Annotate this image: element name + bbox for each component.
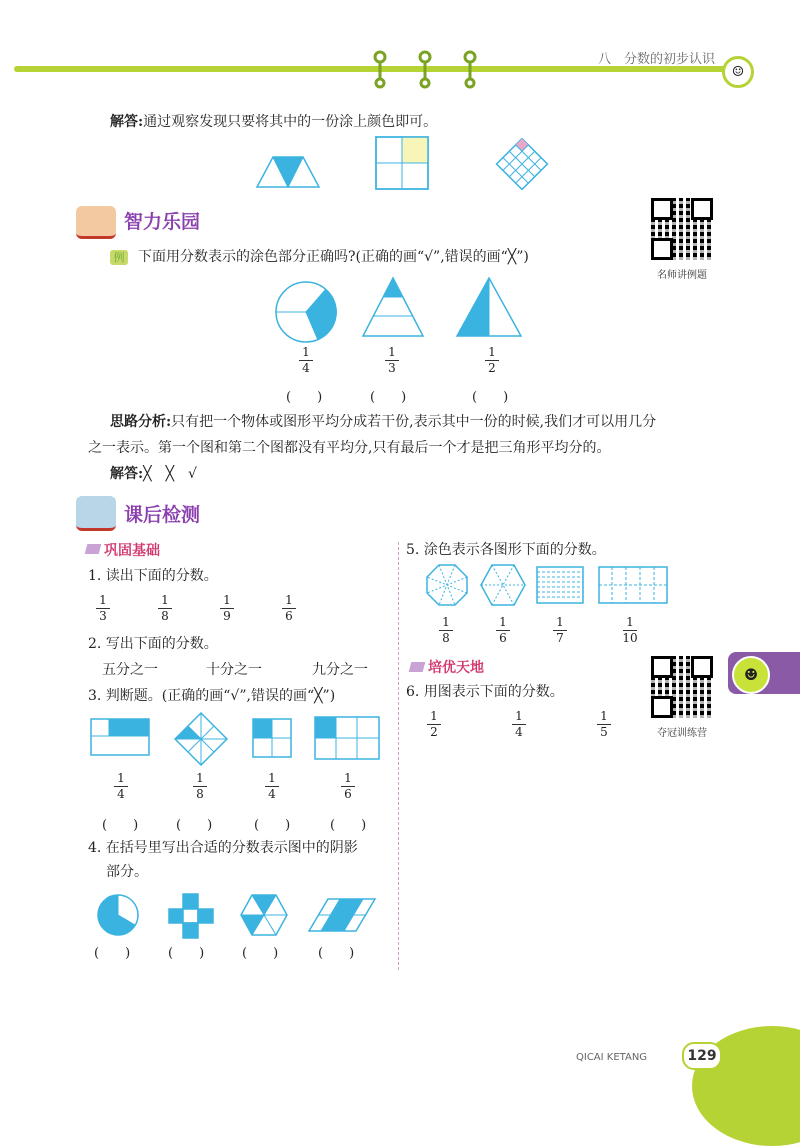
example-fraction-1: 1 4	[296, 346, 316, 375]
q1-fraction: 1 9	[217, 594, 237, 623]
answer-blank[interactable]: ( )	[370, 390, 407, 405]
kehou-title: 课后检测	[124, 504, 201, 526]
answer-text: ╳ ╳ √	[143, 466, 197, 482]
diamond-grid-figure	[492, 138, 552, 190]
answer-blank[interactable]: ( )	[168, 946, 205, 961]
qr-caption-1: 名师讲例题	[657, 270, 707, 281]
example-fraction-2: 1 3	[382, 346, 402, 375]
q1-fraction: 1 6	[279, 594, 299, 623]
qr-caption-2: 夺冠训练营	[657, 728, 707, 739]
answer-text: 通过观察发现只要将其中的一份涂上颜色即可。	[143, 114, 438, 130]
q6-fraction: 1 2	[424, 710, 444, 739]
answer-blank[interactable]: ( )	[286, 390, 323, 405]
q4-circle-figure	[96, 893, 140, 937]
answer-blank[interactable]: ( )	[472, 390, 509, 405]
q5-grid-rect-figure	[598, 566, 668, 604]
q5-fraction: 1 8	[436, 616, 456, 645]
analysis-line-2: 之一表示。第一个图和第二个图都没有平均分,只有最后一个才是把三角形平均分的。	[88, 440, 611, 456]
example-answer	[110, 464, 197, 484]
gonggu-icon	[85, 544, 102, 554]
question-5: 5. 涂色表示各图形下面的分数。	[406, 542, 606, 558]
footer-brand: QICAI KETANG	[576, 1052, 648, 1063]
q5-hexagon-figure	[480, 564, 526, 606]
q3-fraction: 1 4	[262, 772, 282, 801]
header-mascot-icon: ☺	[722, 56, 754, 88]
q4-hexagon-figure	[240, 894, 288, 936]
example-question: 下面用分数表示的涂色部分正确吗?(正确的画“√”,错误的画“╳”)	[138, 249, 529, 265]
q4-cross-figure	[168, 893, 214, 939]
answer-blank[interactable]: ( )	[318, 946, 355, 961]
answer-label: 解答:	[110, 114, 144, 130]
frog-mascot-icon: ☻	[732, 656, 770, 694]
q3-rect-figure	[90, 718, 150, 756]
column-divider	[398, 542, 399, 970]
q6-fraction: 1 5	[594, 710, 614, 739]
question-1: 1. 读出下面的分数。	[88, 568, 218, 584]
q5-fraction: 1 10	[622, 615, 638, 645]
square-quarters-figure	[375, 136, 429, 190]
q3-diamond-figure	[174, 712, 228, 766]
q1-fraction: 1 8	[155, 594, 175, 623]
answer-blank[interactable]: ( )	[94, 946, 131, 961]
q1-fraction: 1 3	[93, 594, 113, 623]
triangle-layers-figure	[361, 276, 425, 338]
answer-blank[interactable]: ( )	[102, 818, 139, 833]
q3-grid-figure	[314, 716, 380, 760]
circle-unequal-figure	[274, 280, 338, 344]
q3-square-figure	[252, 718, 292, 758]
kehou-icon	[76, 496, 116, 531]
analysis-text: 只有把一个物体或图形平均分成若干份,表示其中一份的时候,我们才可以用几分	[171, 414, 657, 430]
answer-label: 解答:	[110, 466, 144, 482]
question-3: 3. 判断题。(正确的画“√”,错误的画“╳”)	[88, 688, 336, 704]
gonggu-title: 巩固基础	[104, 543, 160, 559]
page-number: 129	[682, 1042, 722, 1070]
analysis-line-1	[110, 412, 656, 432]
q4-parallelogram-figure	[308, 898, 376, 932]
question-6: 6. 用图表示下面的分数。	[406, 684, 564, 700]
top-answer	[110, 112, 437, 132]
triangle-half-figure	[455, 276, 523, 338]
q5-octagon-figure	[426, 564, 468, 606]
q3-fraction: 1 8	[190, 772, 210, 801]
header-pins	[360, 46, 490, 90]
example-tag: 例	[110, 250, 128, 265]
qr-code-2[interactable]	[651, 656, 713, 718]
q2-item: 十分之一	[206, 662, 262, 678]
answer-blank[interactable]: ( )	[242, 946, 279, 961]
analysis-label: 思路分析:	[110, 414, 172, 430]
answer-blank[interactable]: ( )	[330, 818, 367, 833]
answer-blank[interactable]: ( )	[176, 818, 213, 833]
q5-fraction: 1 7	[550, 616, 570, 645]
question-2: 2. 写出下面的分数。	[88, 636, 218, 652]
q6-fraction: 1 4	[509, 710, 529, 739]
q3-fraction: 1 4	[111, 772, 131, 801]
trapezoid-figure	[255, 155, 321, 189]
q2-item: 九分之一	[312, 662, 368, 678]
q5-fraction: 1 6	[493, 616, 513, 645]
peiyou-icon	[409, 662, 426, 672]
qr-code-1[interactable]	[651, 198, 713, 260]
answer-blank[interactable]: ( )	[254, 818, 291, 833]
zhili-title: 智力乐园	[124, 211, 201, 233]
q2-item: 五分之一	[102, 662, 158, 678]
question-4-cont: 部分。	[106, 864, 148, 880]
q5-lined-rect-figure	[536, 566, 584, 604]
zhili-icon	[76, 206, 116, 239]
question-4: 4. 在括号里写出合适的分数表示图中的阴影	[88, 840, 358, 856]
peiyou-title: 培优天地	[428, 660, 484, 676]
q3-fraction: 1 6	[338, 772, 358, 801]
example-fraction-3: 1 2	[482, 346, 502, 375]
chapter-title: 八 分数的初步认识	[598, 52, 716, 67]
